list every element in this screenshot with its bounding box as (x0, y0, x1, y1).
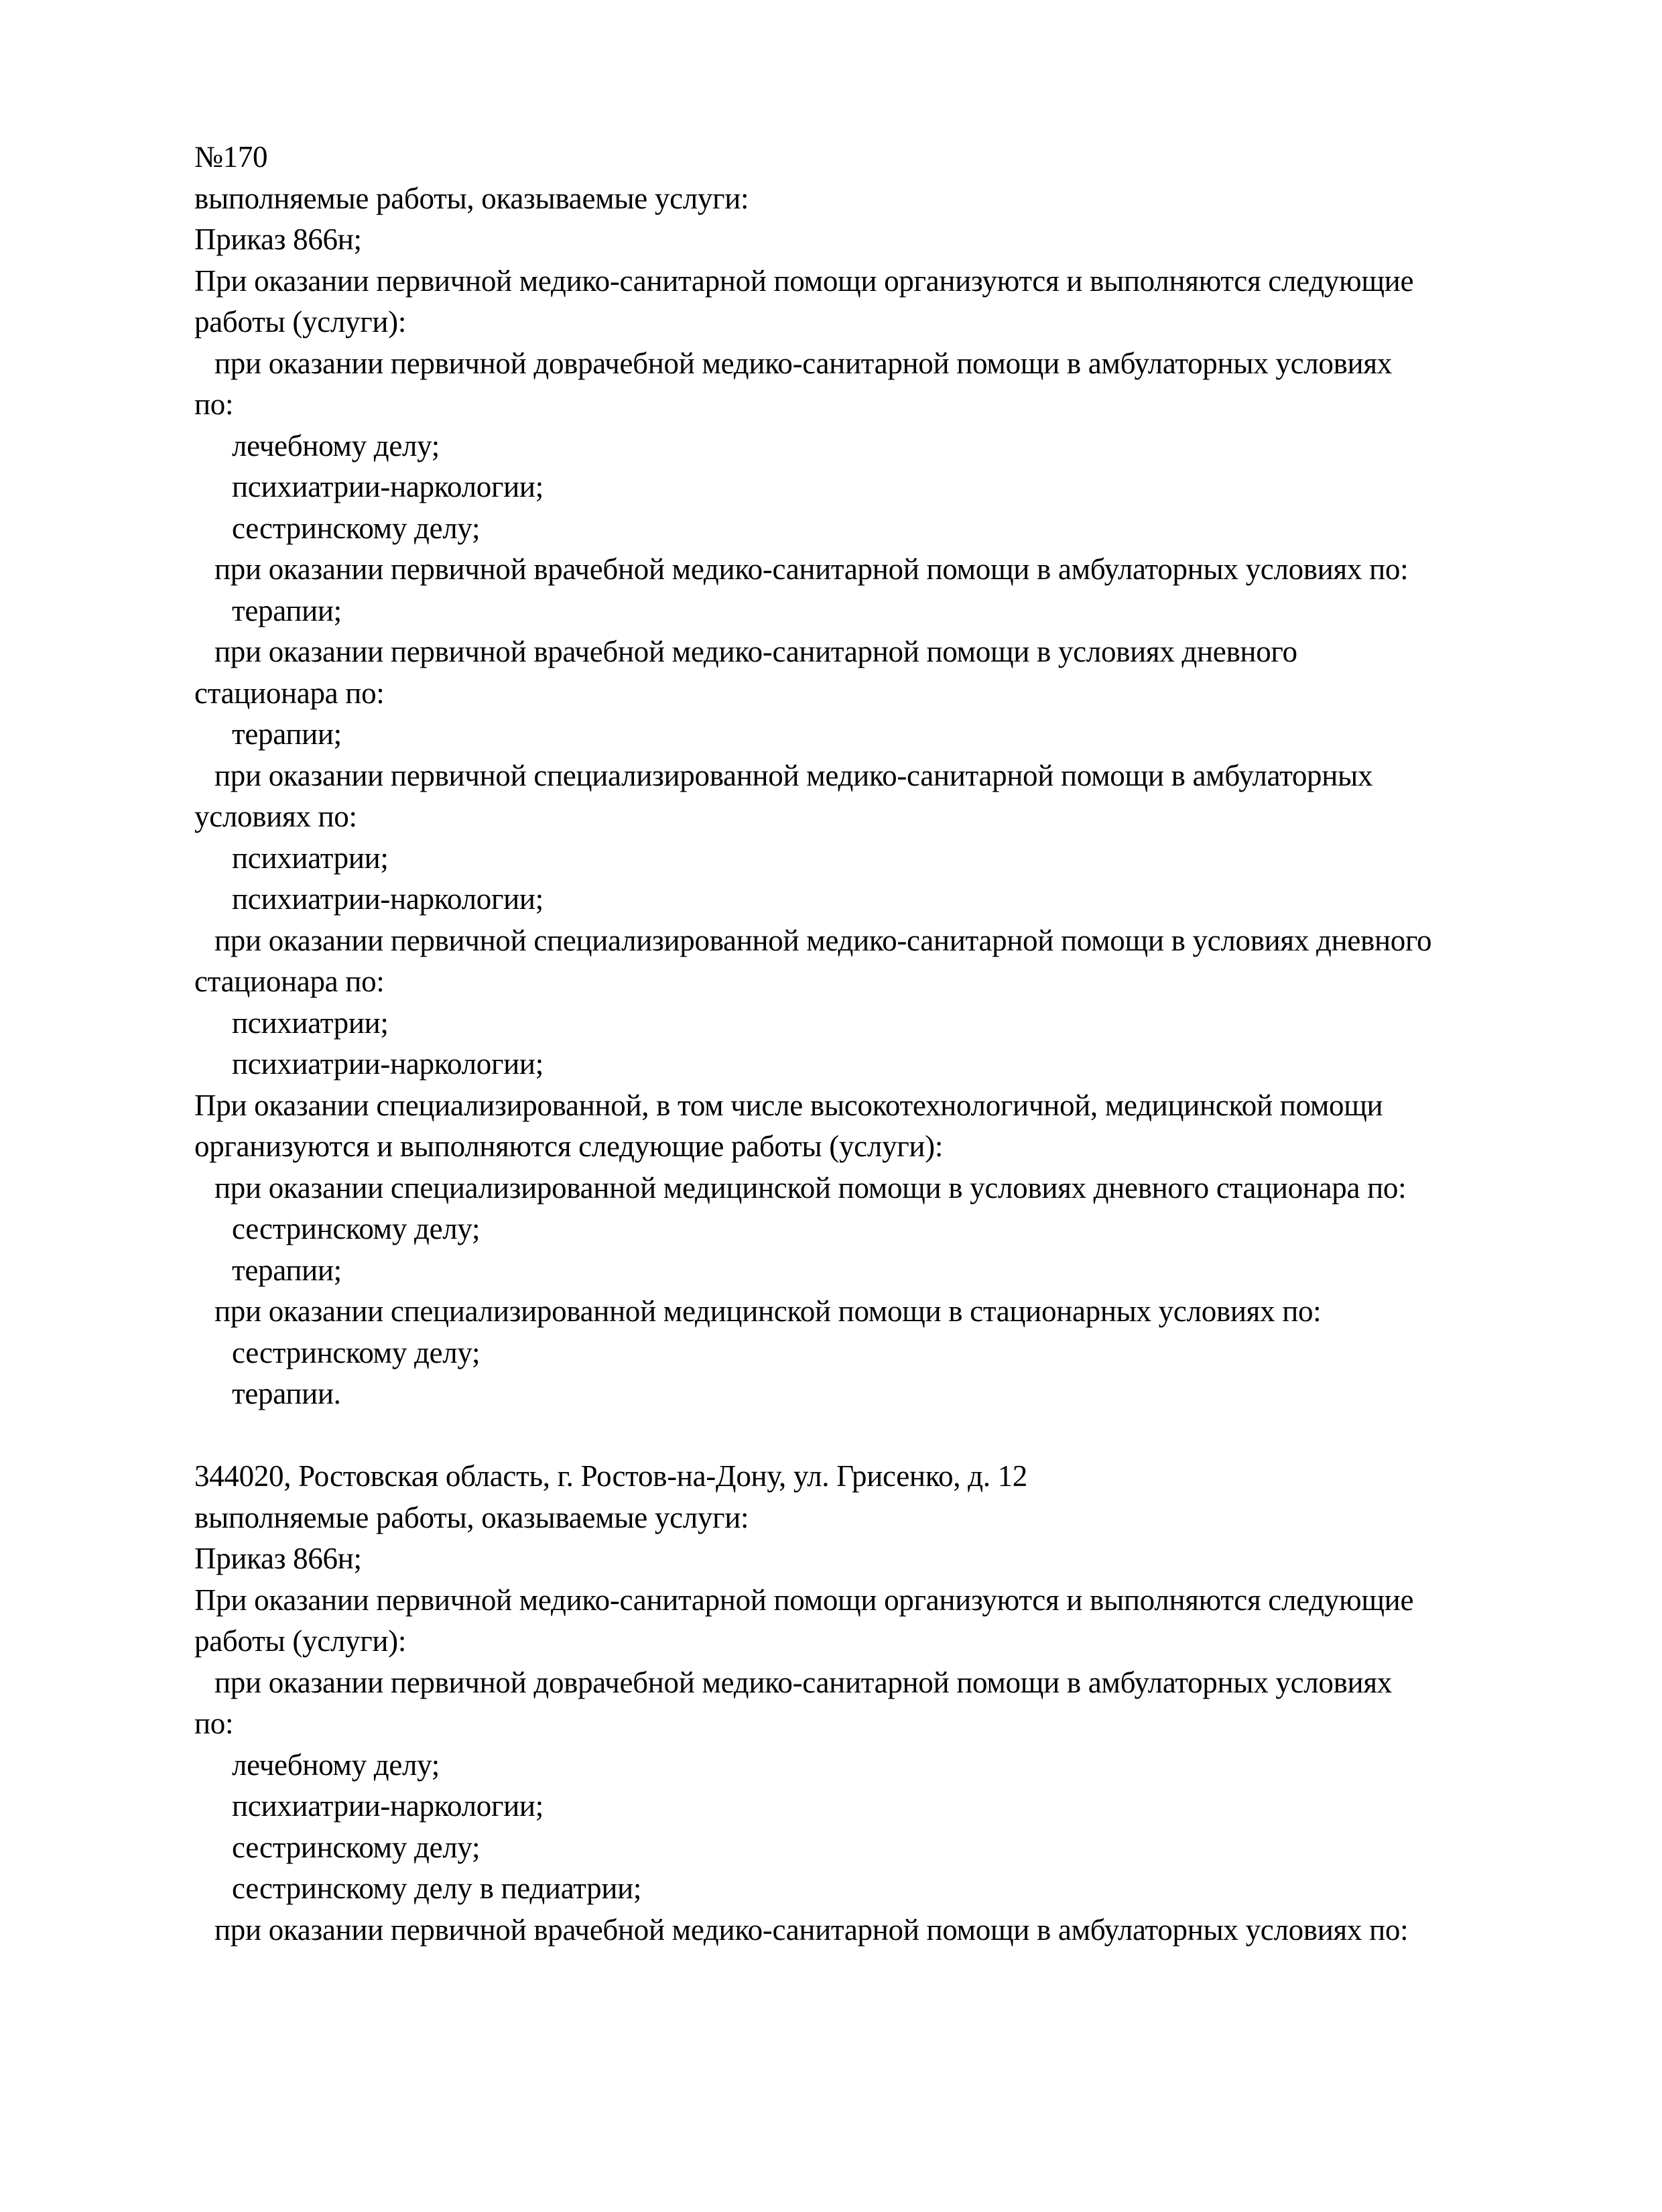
text-line: работы (услуги): (194, 305, 407, 339)
text-line: при оказании специализированной медицинской помощи в стационарных условиях по: (214, 1294, 1322, 1328)
text-line: стационара по: (194, 965, 385, 998)
text-line: психиатрии-наркологии; (232, 470, 544, 503)
text-line: организуются и выполняются следующие работы (услуги): (194, 1129, 944, 1163)
text-line: при оказании специализированной медицинской помощи в условиях дневного стационара по: (214, 1170, 1407, 1205)
text-line: 344020, Ростовская область, г. Ростов-на-Дону, ул. Грисенко, д. 12 (194, 1459, 1027, 1493)
text-line: при оказании первичной врачебной медико-санитарной помощи в условиях дневного (214, 635, 1297, 668)
text-line: психиатрии-наркологии; (232, 1789, 544, 1823)
text-line: психиатрии; (232, 841, 389, 875)
document-body (194, 137, 1622, 1951)
text-line: при оказании первичной доврачебной медико-санитарной помощи в амбулаторных условиях (214, 346, 1392, 380)
text-line: Приказ 866н; (194, 223, 362, 256)
text-line: терапии. (232, 1377, 341, 1410)
text-line: сестринскому делу; (232, 1335, 481, 1369)
text-line: При оказании первичной медико-санитарной помощи организуются и выполняются следующие (194, 263, 1414, 298)
text-line: психиатрии; (232, 1005, 389, 1040)
text-line: при оказании первичной доврачебной медико-санитарной помощи в амбулаторных условиях (214, 1665, 1392, 1699)
text-line: выполняемые работы, оказываемые услуги: (194, 181, 749, 215)
text-line: по: (194, 1707, 234, 1740)
text-line: Приказ 866н; (194, 1542, 362, 1575)
text-line: №170 (194, 140, 268, 174)
text-line: терапии; (232, 593, 342, 627)
text-line: при оказании первичной врачебной медико-санитарной помощи в амбулаторных условиях по: (214, 1912, 1409, 1947)
text-line: психиатрии-наркологии; (232, 882, 544, 916)
text-line: сестринскому делу в педиатрии; (232, 1871, 642, 1905)
text-line: при оказании первичной врачебной медико-санитарной помощи в амбулаторных условиях по: (214, 552, 1409, 586)
text-line: выполняемые работы, оказываемые услуги: (194, 1500, 749, 1534)
text-line: сестринскому делу; (232, 1830, 481, 1864)
text-line: психиатрии-наркологии; (232, 1047, 544, 1081)
text-line: лечебному делу; (232, 428, 440, 463)
text-line: работы (услуги): (194, 1624, 407, 1658)
text-line: по: (194, 387, 234, 421)
blank-line (194, 1415, 1622, 1457)
text-line: терапии; (232, 717, 342, 751)
text-line: при оказании первичной специализированной медико-санитарной помощи в условиях дневного (214, 923, 1432, 957)
text-line: При оказании первичной медико-санитарной помощи организуются и выполняются следующие (194, 1583, 1414, 1617)
text-line: сестринскому делу; (232, 511, 481, 545)
text-line: при оказании первичной специализированной медико-санитарной помощи в амбулаторных (214, 758, 1373, 792)
text-line: лечебному делу; (232, 1747, 440, 1782)
text-line: При оказании специализированной, в том числе высокотехнологичной, медицинской помощи (194, 1088, 1383, 1122)
text-line: сестринскому делу; (232, 1212, 481, 1245)
text-line: терапии; (232, 1253, 342, 1287)
text-line: условиях по: (194, 800, 357, 833)
text-line: стационара по: (194, 676, 385, 710)
